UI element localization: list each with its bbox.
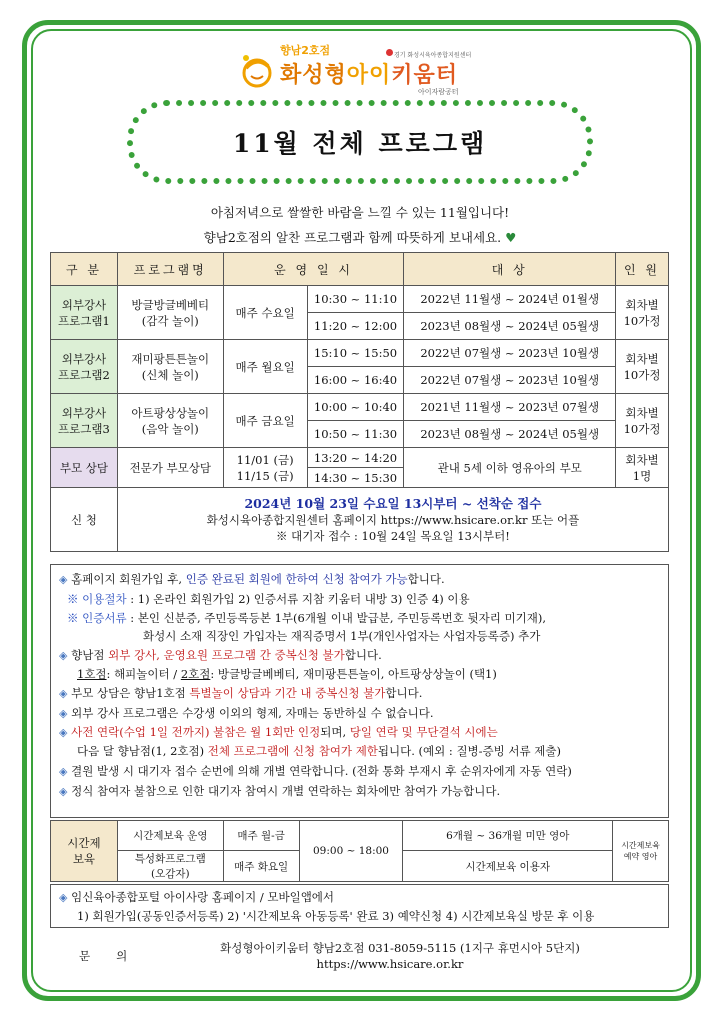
table-row [51, 394, 669, 421]
inquiry-label: 문의 [79, 949, 154, 963]
note-11: ◈ 정식 참여자 불참으로 인한 대기자 참여시 개별 연락하는 회차에만 참여가 가능합니다. [59, 784, 501, 798]
time-care-day: 매주 월-금 [223, 821, 299, 851]
note-10: ◈ 결원 발생 시 대기자 접수 순번에 의해 개별 연락합니다. (전화 통화 부재시 후 순위자에게 자동 연락) [59, 764, 572, 778]
apply-date: 2024년 10월 23일 수요일 13시부터 ~ 선착순 접수 [244, 495, 542, 511]
note-1: ◈ 홈페이지 회원가입 후, 인증 완료된 회원에 한하여 신청 참여가 가능합니다. [59, 572, 445, 586]
note-4: ◈ 향남점 외부 강사, 운영요원 프로그램 간 중복신청 불가합니다. [59, 648, 382, 662]
header-schedule: 운 영 일 시 [223, 253, 404, 286]
target-cell: 관내 5세 이하 영유아의 부모 [404, 448, 616, 488]
header-target: 대 상 [404, 253, 616, 286]
table-row [51, 340, 669, 367]
day-cell: 11/01 (금) 11/15 (금) [223, 448, 307, 488]
category-cell: 외부강사 프로그램3 [51, 394, 118, 448]
time-care-note-2: 1) 회원가입(공동인증서등록) 2) '시간제보육 아동등록' 완료 3) 예약신청 4) 시간제보육실 방문 후 이용 [77, 909, 595, 923]
category-cell: 부모 상담 [51, 448, 118, 488]
apply-waitlist: ※ 대기자 접수 : 10월 24일 목요일 13시부터! [275, 528, 510, 543]
time-cell: 16:00 ~ 16:40 [307, 367, 404, 394]
category-cell: 외부강사 프로그램2 [51, 340, 118, 394]
time-care-note-1: ◈ 임신육아종합포털 아이사랑 홈페이지 / 모바일앱에서 [59, 890, 335, 904]
time-cell: 10:50 ~ 11:30 [307, 421, 404, 448]
capacity-cell: 회차별 10가정 [616, 340, 669, 394]
smiling-face-icon [240, 54, 274, 88]
logo [236, 38, 496, 104]
target-cell: 2023년 08월생 ~ 2024년 05월생 [404, 421, 616, 448]
time-care-notes [50, 884, 669, 928]
apply-site: 화성시육아종합지원센터 홈페이지 https://www.hsicare.or.kr 또는 어플 [206, 512, 580, 527]
time-care-name: 특성화프로그램 (오감자) [117, 851, 223, 882]
program-cell: 재미팡튼튼놀이 (신체 놀이) [117, 340, 223, 394]
page-title: 11월 전체 프로그램 [232, 129, 488, 158]
time-cell: 14:30 ~ 15:30 [307, 468, 404, 488]
target-cell: 2021년 11월생 ~ 2023년 07월생 [404, 394, 616, 421]
note-6: ◈ 부모 상담은 향남1호점 특별놀이 상담과 기간 내 중복신청 불가합니다. [59, 686, 423, 700]
logo-branch: 향남2호점 [280, 44, 331, 57]
org-mark-icon [386, 49, 393, 56]
time-care-table [50, 820, 669, 882]
logo-sub: 아이자람공터 [418, 88, 459, 96]
logo-org: 경기 화성시육아종합지원센터 [394, 52, 472, 59]
note-9: 다음 달 향남점(1, 2호점) 전체 프로그램에 신청 참여가 제한됩니다. (예외 : 질병-증빙 서류 제출) [77, 744, 562, 758]
program-cell: 방글방글베베티 (감각 놀이) [117, 286, 223, 340]
header-program: 프로그램명 [117, 253, 223, 286]
target-cell: 2022년 11월생 ~ 2024년 01월생 [404, 286, 616, 313]
note-8: ◈ 사전 연락(수업 1일 전까지) 불참은 월 1회만 인정되며, 당일 연락 및 무단결석 시에는 [59, 725, 498, 739]
table-row [51, 448, 669, 468]
program-cell: 아트팡상상놀이 (음악 놀이) [117, 394, 223, 448]
day-cell: 매주 월요일 [223, 340, 307, 394]
intro-line-1: 아침저녁으로 쌀쌀한 바람을 느낄 수 있는 11월입니다! [210, 205, 510, 220]
target-cell: 2023년 08월생 ~ 2024년 05월생 [404, 313, 616, 340]
time-care-name: 시간제보육 운영 [117, 821, 223, 851]
note-7: ◈ 외부 강사 프로그램은 수강생 이외의 형제, 자매는 동반하실 수 없습니다. [59, 706, 434, 720]
notes-box [50, 564, 669, 818]
time-cell: 13:20 ~ 14:20 [307, 448, 404, 468]
time-care-target: 6개월 ~ 36개월 미만 영아 [403, 821, 613, 851]
apply-label: 신 청 [51, 488, 118, 552]
table-header [51, 253, 669, 286]
intro-line-2: 향남2호점의 알찬 프로그램과 함께 따뜻하게 보내세요. ♥ [203, 230, 517, 245]
day-cell: 매주 수요일 [223, 286, 307, 340]
header-category: 구 분 [51, 253, 118, 286]
inquiry-url: https://www.hsicare.or.kr [316, 957, 464, 971]
time-cell: 10:30 ~ 11:10 [307, 286, 404, 313]
time-care-capacity: 시간제보육 예약 영아 [613, 821, 669, 882]
note-2: ※ 이용절차 : 1) 온라인 회원가입 2) 인증서류 지참 키움터 내방 3) 인증 4) 이용 [67, 592, 470, 606]
note-3: ※ 인증서류 : 본인 신분증, 주민등록등본 1부(6개월 이내 발급분, 주민등록번호 뒷자리 미기재), [67, 611, 546, 625]
day-cell: 매주 금요일 [223, 394, 307, 448]
header-capacity: 인 원 [616, 253, 669, 286]
target-cell: 2022년 07월생 ~ 2023년 10월생 [404, 340, 616, 367]
note-5: 1호점: 해피놀이터 / 2호점: 방글방글베베티, 재미팡튼튼놀이, 아트팡상상놀이 (택1) [77, 667, 497, 681]
table-row [51, 286, 669, 313]
note-3b: 화성시 소재 직장인 가입자는 재직증명서 1부(개인사업자는 사업자등록증) 추가 [143, 629, 541, 643]
time-care-target: 시간제보육 이용자 [403, 851, 613, 882]
category-cell: 외부강사 프로그램1 [51, 286, 118, 340]
time-cell: 15:10 ~ 15:50 [307, 340, 404, 367]
capacity-cell: 회차별 10가정 [616, 394, 669, 448]
title-box [127, 100, 593, 184]
program-table [50, 252, 669, 552]
time-care-label: 시간제 보육 [51, 821, 118, 882]
capacity-cell: 회차별 10가정 [616, 286, 669, 340]
time-cell: 11:20 ~ 12:00 [307, 313, 404, 340]
heart-icon: ♥ [505, 230, 517, 245]
time-care-day: 매주 화요일 [223, 851, 299, 882]
target-cell: 2022년 07월생 ~ 2023년 10월생 [404, 367, 616, 394]
capacity-cell: 회차별 1명 [616, 448, 669, 488]
apply-info [117, 488, 668, 552]
program-cell: 전문가 부모상담 [117, 448, 223, 488]
logo-name: 화성형아이키움터 [280, 63, 459, 88]
apply-row [51, 488, 669, 552]
inquiry-contact: 화성형아이키움터 향남2호점 031-8059-5115 (1지구 휴먼시아 5단지) [220, 941, 580, 955]
table-row [51, 821, 669, 851]
time-cell: 10:00 ~ 10:40 [307, 394, 404, 421]
time-care-hours: 09:00 ~ 18:00 [299, 821, 403, 882]
